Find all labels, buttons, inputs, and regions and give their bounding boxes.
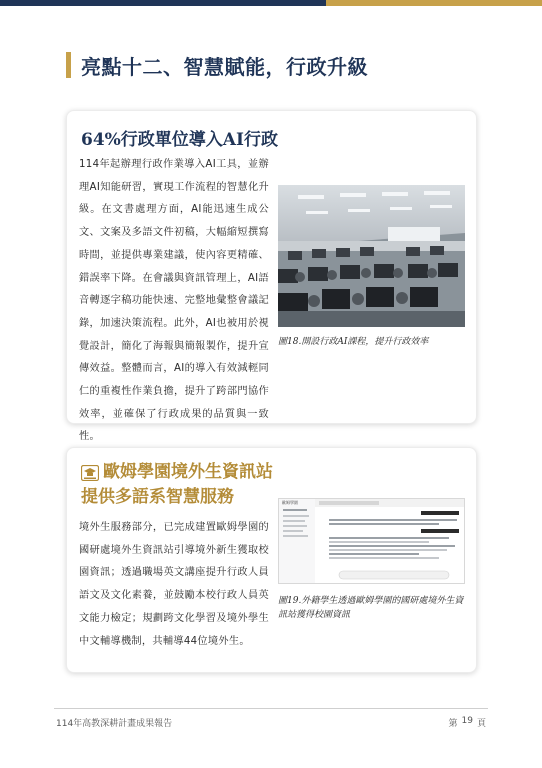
section1-heading: 64%行政單位導入AI行政 xyxy=(81,130,278,150)
top-bar-navy-segment xyxy=(0,0,326,6)
classroom-photo-illustration xyxy=(278,185,465,327)
page-prefix: 第 xyxy=(448,719,458,729)
figure18-caption: 圖18.開設行政AI課程，提升行政效率 xyxy=(278,337,429,347)
classroom-photo xyxy=(278,185,465,327)
footer-divider xyxy=(54,708,488,709)
top-bar-gold-segment xyxy=(326,0,542,6)
page-suffix: 頁 xyxy=(476,719,486,729)
page-title xyxy=(66,52,368,78)
footer-report-title: 114年高教深耕計畫成果報告 xyxy=(56,719,173,729)
section2-heading-text1: 歐姆學園境外生資訊站 xyxy=(103,462,273,482)
top-accent-bar xyxy=(0,0,542,6)
screenshot-app-title: 歐姆學園 xyxy=(282,500,298,505)
page-number-value: 19 xyxy=(461,716,473,726)
graduation-cap-icon xyxy=(81,465,99,481)
page-title-text: 亮點十二、智慧賦能，行政升級 xyxy=(81,54,368,79)
footer-page-number xyxy=(449,716,486,729)
section1-body: 114年起辦理行政作業導入AI工具，並辦理AI知能研習，實現工作流程的智慧化升級。在文書處理方面，AI能迅速生成公文、文案及多語文件初稿，大幅縮短撰寫時間，並提供專業建議，使內容更精確、錯誤率下降。在會議與資訊管理上，AI語音轉逐字稿功能快速、完整地彙整會議記錄，加速決策流程。此外，AI也被用於視覺設計，簡化了海報與簡報製作，提升宣傳效益。整體而言，AI的導入有效減輕同仁的重複性作業負擔，提升了跨部門協作效率，並確保了行政成果的品質與一致性。 xyxy=(79,159,269,443)
section2-body: 境外生服務部分，已完成建置歐姆學園的國研處境外生資訊站引導境外新生獲取校園資訊；透過職場英文講座提升行政人員語文及文化素養，並鼓勵本校行政人員英文能力檢定；規劃跨文化學習及境外學生中文輔導機制，共輔導44位境外生。 xyxy=(79,522,269,647)
section2-heading-line2: 提供多語系智慧服務 xyxy=(81,487,234,507)
info-station-screenshot xyxy=(278,498,465,584)
figure19-caption: 圖19.外籍學生透過歐姆學園的國研處境外生資訊站獲得校園資訊 xyxy=(278,596,464,620)
highlight-card-ohm-academy xyxy=(66,447,477,673)
info-station-chat-preview xyxy=(279,499,465,584)
highlight-card-ai-admin xyxy=(66,110,477,443)
section2-heading xyxy=(81,460,273,510)
title-accent-bar xyxy=(66,52,71,78)
section2-heading-line1 xyxy=(81,460,273,485)
